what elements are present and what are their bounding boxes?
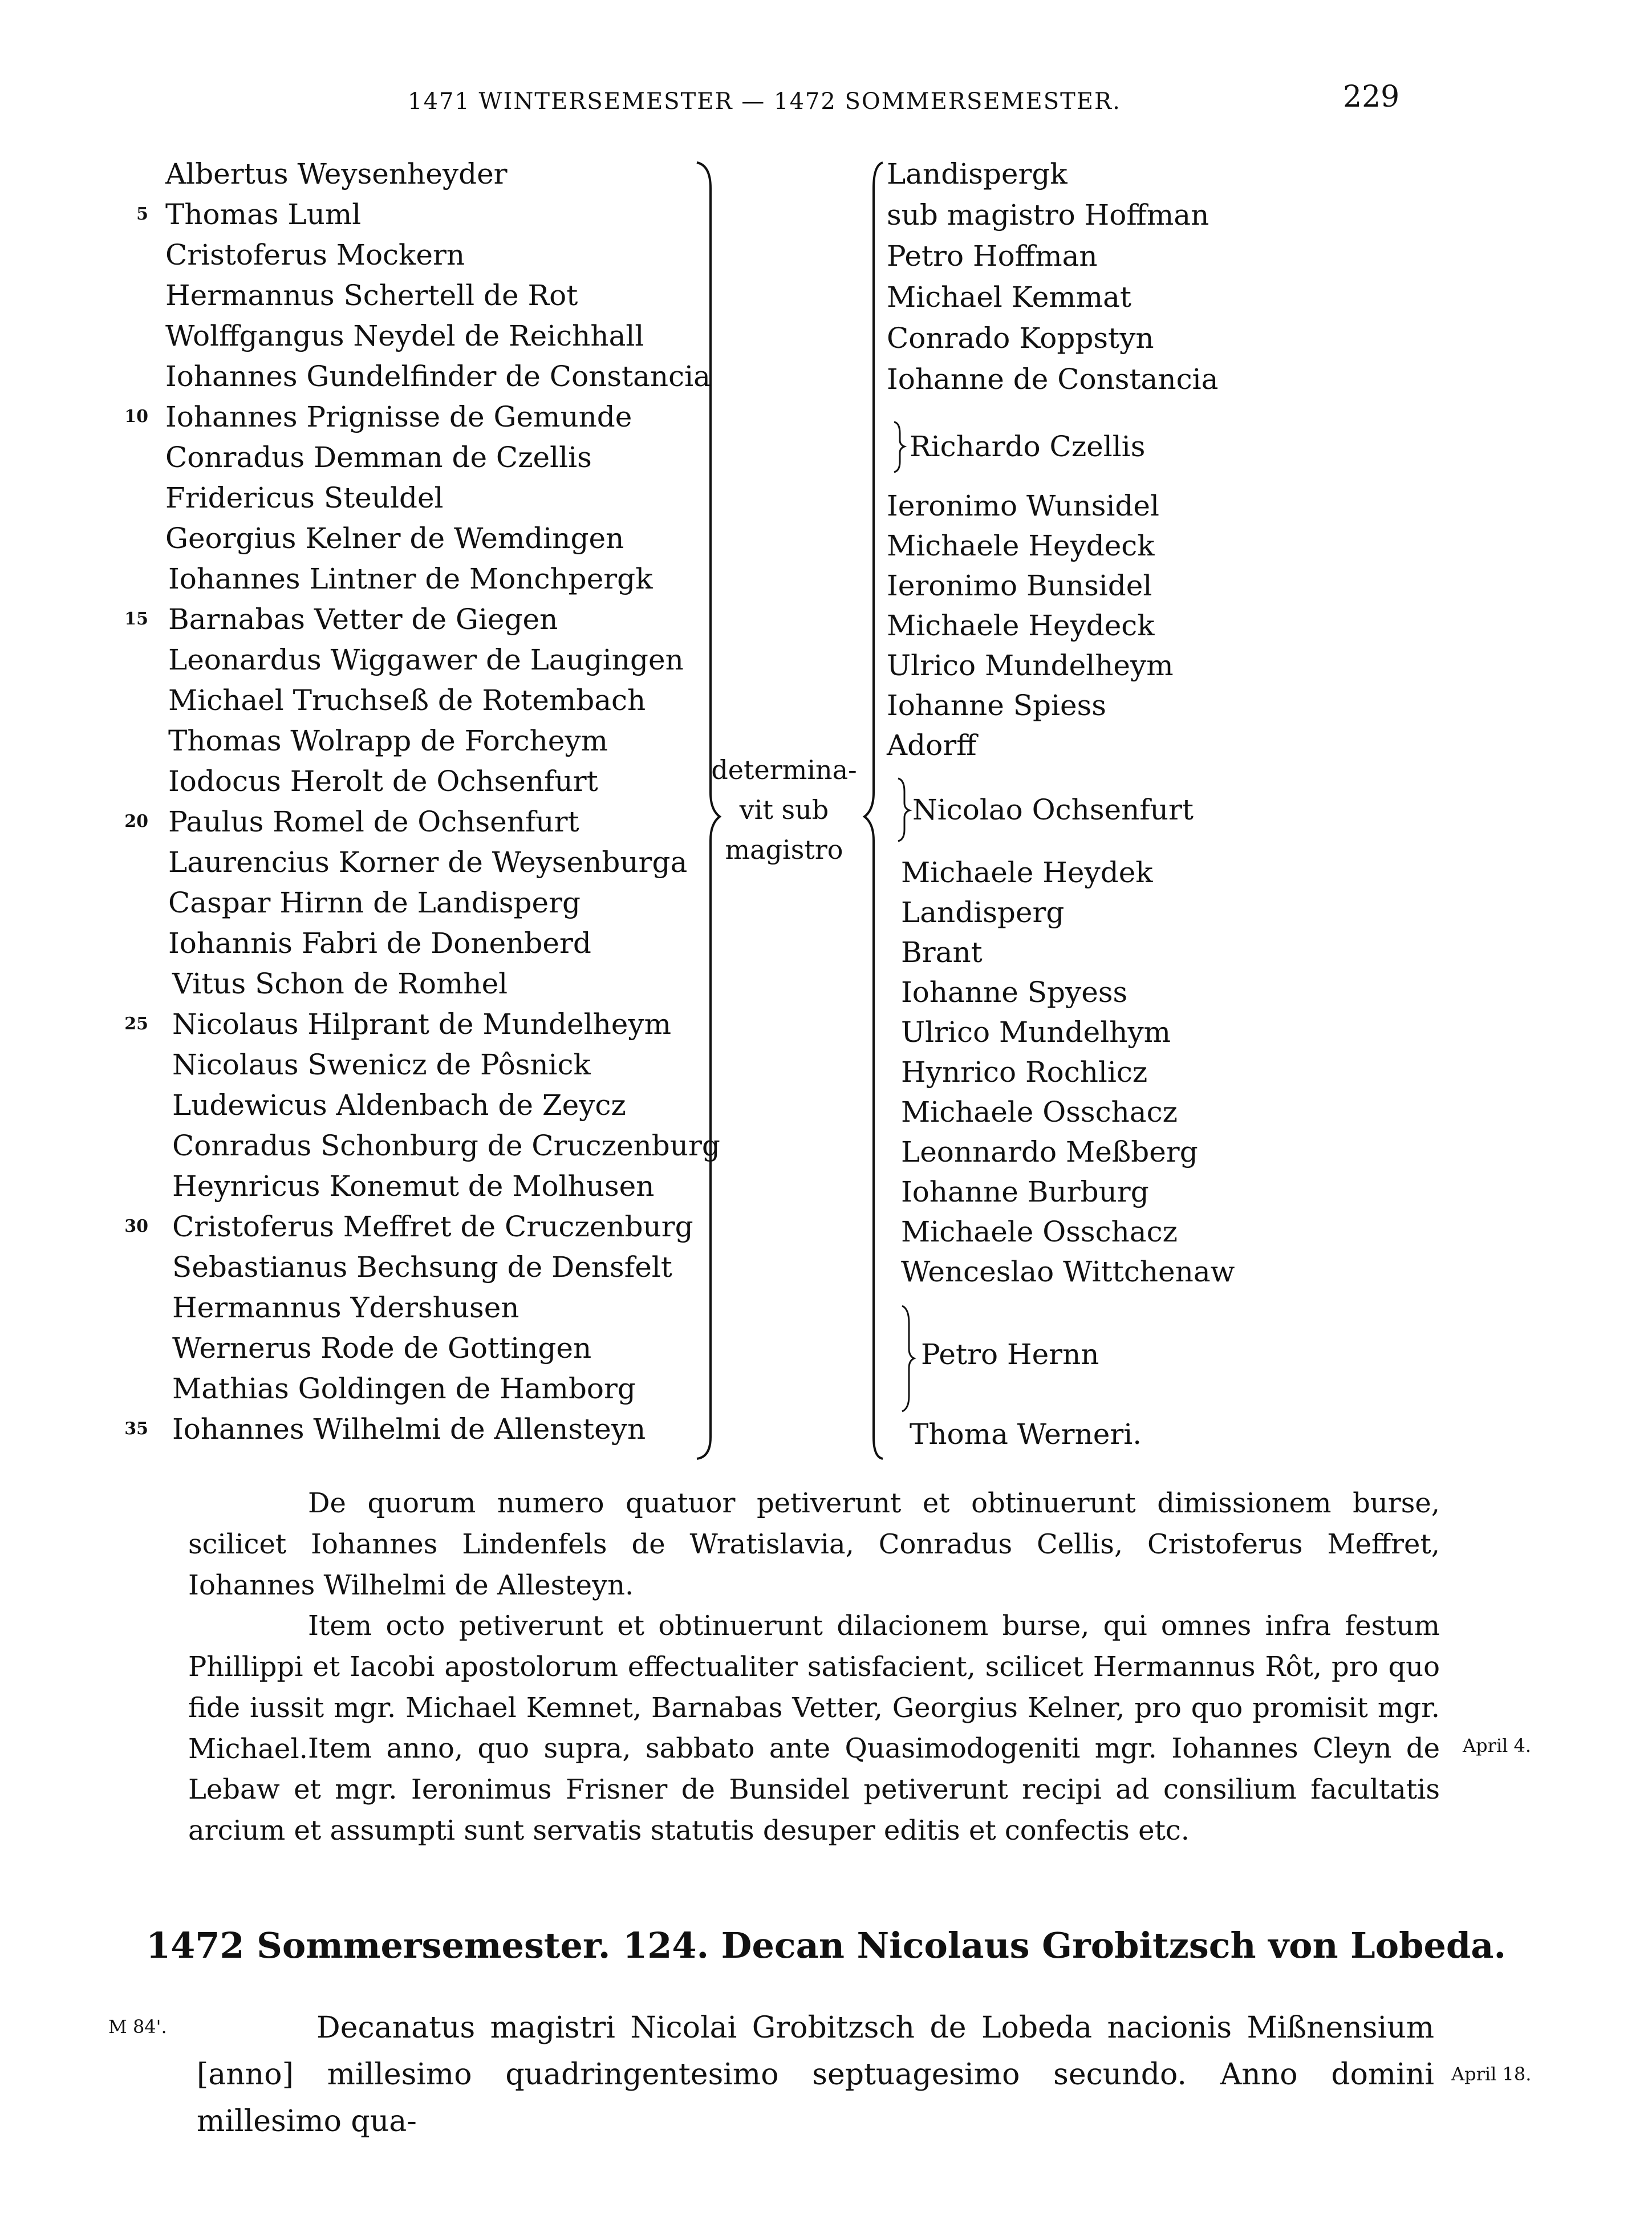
margin-date: April 18. [1451, 2063, 1532, 2085]
student-name: Mathias Goldingen de Hamborg [172, 1372, 636, 1405]
student-name: Michael Truchseß de Rotembach [168, 684, 646, 717]
student-name: Wolffgangus Neydel de Reichhall [165, 319, 644, 352]
magister-entry: Leonnardo Meßberg [901, 1135, 1198, 1168]
determinavit-label: determina- vit sub magistro [711, 754, 857, 865]
student-name: Nicolaus Swenicz de Pôsnick [172, 1048, 591, 1081]
magister-entry: Landisperg [901, 896, 1065, 929]
student-name: Vitus Schon de Romhel [172, 967, 508, 1000]
magister-entry: Michaele Heydek [901, 856, 1153, 889]
magister-entry: Michaele Osschacz [901, 1215, 1178, 1248]
running-head: 1471 WINTERSEMESTER — 1472 SOMMERSEMESTER. [408, 88, 1121, 115]
line-number: 20 [124, 811, 148, 831]
decanatus-paragraph: Decanatus magistri Nicolai Grobitzsch de Lobeda nacionis Mißnensium [anno] millesimo quadringentesimo septuagesimo secundo. Anno domini millesimo qua- [197, 2011, 1434, 2138]
magister-entry: Michaele Heydeck [887, 529, 1155, 562]
student-name: Iohannes Gundelfinder de Constancia [165, 360, 711, 393]
magister-entry: Nicolao Ochsenfurt [912, 793, 1194, 826]
magister-entry: Michael Kemmat [887, 281, 1132, 314]
magister-entry: sub magistro Hoffman [887, 198, 1209, 232]
student-name: Georgius Kelner de Wemdingen [165, 522, 624, 555]
student-name: Ludewicus Aldenbach de Zeycz [172, 1089, 626, 1122]
student-name: Thomas Luml [165, 198, 362, 231]
magister-entry: Conrado Koppstyn [887, 322, 1154, 355]
student-name: Heynricus Konemut de Molhusen [172, 1170, 655, 1203]
magister-entry: Ieronimo Wunsidel [887, 489, 1159, 522]
margin-date: April 4. [1463, 1735, 1532, 1756]
magister-entry: Iohanne de Constancia [887, 363, 1219, 396]
paragraph-dilacio: Item octo petiverunt et obtinuerunt dilacionem burse, qui omnes infra festum Phillippi et Iacobi apostolorum effectualiter satisfacient, scilicet Hermannus Rôt, pro quo fide iussit mgr. Michael Kemnet, Barnabas Vetter, Georgius Kelner, pro quo promisit mgr. Michael. [188, 1610, 1440, 1765]
page-number: 229 [1343, 80, 1400, 114]
right-bracket [864, 163, 883, 1459]
student-name: Laurencius Korner de Weysenburga [168, 846, 688, 879]
section-heading: 1472 Sommersemester. 124. Decan Nicolaus Grobitzsch von Lobeda. [145, 1925, 1507, 1966]
student-name: Iohannes Prignisse de Gemunde [165, 400, 632, 433]
student-name: Sebastianus Bechsung de Densfelt [172, 1251, 672, 1284]
magister-entry: Wenceslao Wittchenaw [901, 1255, 1235, 1288]
student-name: Cristoferus Meffret de Cruczenburg [172, 1210, 693, 1243]
magister-entry: Petro Hernn [921, 1338, 1099, 1371]
margin-reference: M 84'. [108, 2016, 167, 2038]
small-brace-2 [898, 778, 910, 841]
magister-entry: Iohanne Spyess [901, 976, 1128, 1009]
line-number: 30 [124, 1216, 148, 1236]
student-name: Iohannis Fabri de Donenberd [168, 927, 591, 960]
student-name: Iohannes Lintner de Monchpergk [168, 562, 653, 595]
magister-entry: Thoma Werneri. [910, 1418, 1142, 1451]
magister-entry: Michaele Osschacz [901, 1095, 1178, 1129]
magister-entry: Iohanne Burburg [901, 1175, 1149, 1208]
magister-entry: Ieronimo Bunsidel [887, 569, 1152, 602]
student-name: Caspar Hirnn de Landisperg [168, 886, 581, 919]
magister-entry: Ulrico Mundelhym [901, 1016, 1171, 1049]
student-name: Barnabas Vetter de Giegen [168, 603, 558, 636]
magister-entry: Richardo Czellis [910, 430, 1146, 463]
student-name: Hermannus Ydershusen [172, 1291, 519, 1324]
magister-entry: Michaele Heydeck [887, 609, 1155, 642]
student-name: Cristoferus Mockern [165, 238, 465, 271]
line-number: 5 [136, 204, 148, 224]
student-name: Albertus Weysenheyder [165, 157, 508, 190]
student-name: Conradus Demman de Czellis [165, 441, 592, 474]
student-name: Wernerus Rode de Gottingen [172, 1332, 592, 1365]
magister-entry: Iohanne Spiess [887, 689, 1106, 722]
student-name: Nicolaus Hilprant de Mundelheym [172, 1008, 672, 1041]
student-name: Paulus Romel de Ochsenfurt [168, 805, 579, 838]
magister-entry: Adorff [887, 729, 977, 762]
small-brace-3 [902, 1306, 914, 1411]
line-number: 10 [124, 407, 148, 427]
paragraph-consilium: Item anno, quo supra, sabbato ante Quasimodogeniti mgr. Iohannes Cleyn de Lebaw et mgr. Ieronimus Frisner de Bunsidel petiverunt recipi ad consilium facultatis arcium et assumpti sunt servatis statutis desuper editis et confectis etc. [188, 1732, 1440, 1847]
magister-entry: Ulrico Mundelheym [887, 649, 1174, 682]
line-number: 35 [124, 1419, 148, 1439]
magister-entry: Brant [901, 936, 983, 969]
student-name: Fridericus Steuldel [165, 481, 444, 514]
magister-entry: Hynrico Rochlicz [901, 1056, 1148, 1089]
student-name: Conradus Schonburg de Cruczenburg [172, 1129, 720, 1162]
paragraph-dimissio: De quorum numero quatuor petiverunt et obtinuerunt dimissionem burse, scilicet Iohannes Lindenfels de Wratislavia, Conradus Cellis, Cristoferus Meffret, Iohannes Wilhelmi de Allesteyn. [188, 1487, 1440, 1601]
line-number: 25 [124, 1014, 148, 1034]
small-brace-1 [894, 422, 904, 472]
magister-entry: Petro Hoffman [887, 240, 1098, 273]
line-number: 15 [124, 609, 148, 629]
student-name: Iohannes Wilhelmi de Allensteyn [172, 1413, 646, 1446]
student-name: Thomas Wolrapp de Forcheym [168, 724, 608, 757]
student-name: Leonardus Wiggawer de Laugingen [168, 643, 684, 676]
student-name: Iodocus Herolt de Ochsenfurt [168, 765, 598, 798]
magister-entry: Landispergk [887, 157, 1067, 190]
student-name: Hermannus Schertell de Rot [165, 279, 578, 312]
